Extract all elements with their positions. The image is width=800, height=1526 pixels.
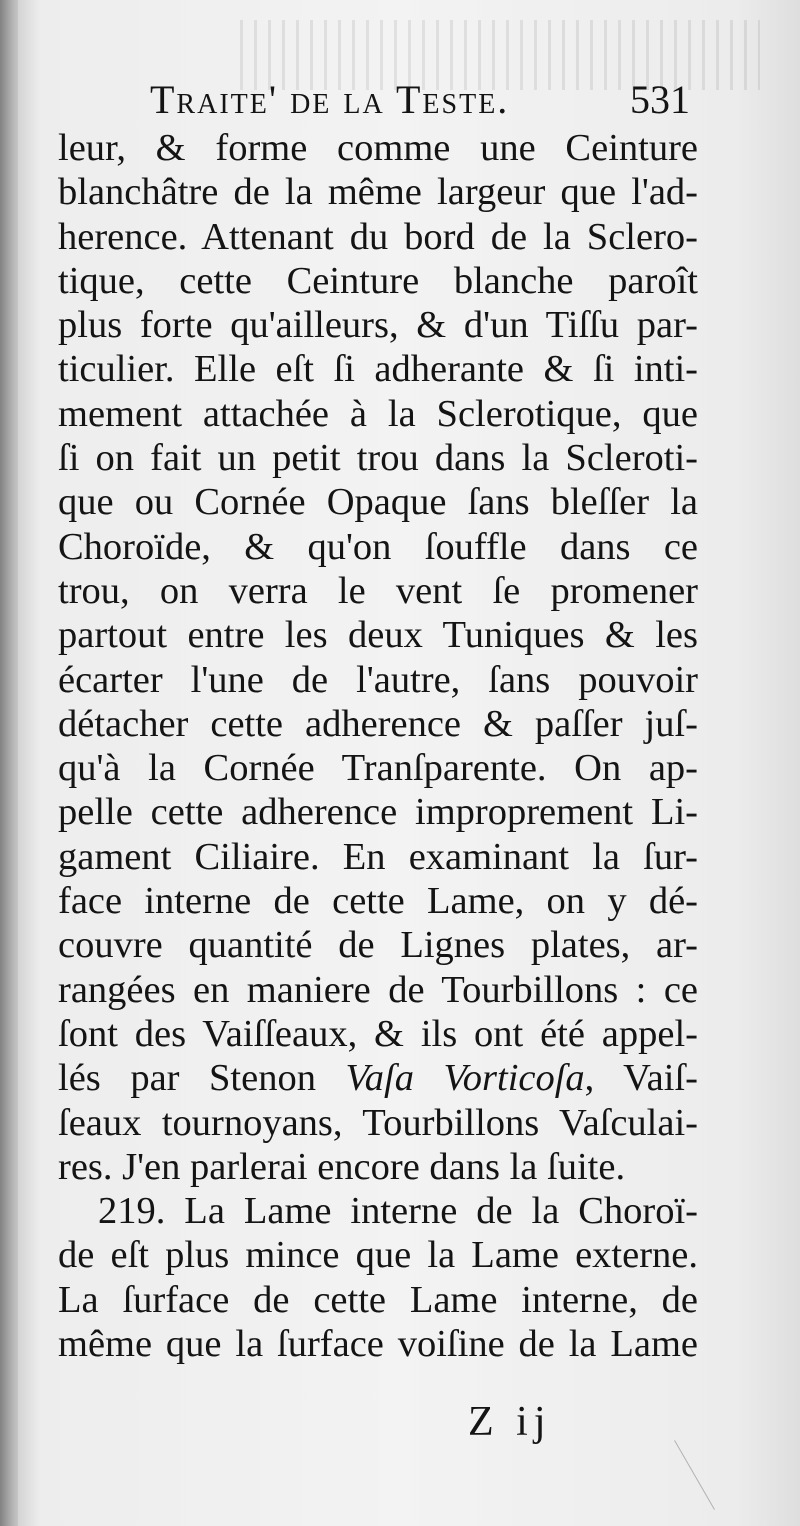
- latin-term: Vaſa Vorticoſa: [345, 1057, 585, 1100]
- text-line: même que la ſurface voiſine de la Lame: [58, 1323, 698, 1366]
- page-number: 531: [630, 77, 690, 122]
- text-line: ticulier. Elle eſt ſi adherante & ſi inti-: [58, 348, 698, 391]
- page-gutter-shadow: [0, 0, 18, 1526]
- text-line: mement attachée à la Sclerotique, que: [58, 392, 698, 435]
- text-line: plus forte qu'ailleurs, & d'un Tiſſu par-: [58, 304, 698, 347]
- text-line: ſont des Vaiſſeaux, & ils ont été appel-: [58, 1012, 698, 1055]
- text-line: partout entre les deux Tuniques & les: [58, 614, 698, 657]
- text-fragment: , Vaiſ-: [584, 1057, 698, 1100]
- text-line: leur, & forme comme une Ceinture: [58, 127, 698, 169]
- body-text: [58, 126, 698, 1366]
- text-line: rangées en maniere de Tourbillons : ce: [58, 968, 698, 1011]
- text-line: ſi on fait un petit trou dans la Scleroti-: [58, 437, 698, 480]
- text-line: couvre quantité de Lignes plates, ar-: [58, 924, 698, 967]
- text-line: La ſurface de cette Lame interne, de: [58, 1278, 698, 1321]
- text-line: pelle cette adherence improprement Li-: [58, 791, 698, 834]
- paper-crease: [674, 1410, 767, 1510]
- text-line: face interne de cette Lame, on y dé-: [58, 880, 698, 923]
- text-line: gament Ciliaire. En examinant la ſur-: [58, 835, 698, 878]
- text-line: ſeaux tournoyans, Tourbillons Vaſculai-: [58, 1101, 698, 1144]
- text-line: détacher cette adherence & paſſer juſ-: [58, 702, 698, 745]
- text-line: trou, on verra le vent ſe promener: [58, 569, 698, 612]
- paragraph-start-line: 219. La Lame interne de la Choroï-: [98, 1190, 698, 1233]
- text-line: tique, cette Ceinture blanche paroît: [58, 259, 698, 302]
- text-line-with-italic: [58, 1056, 698, 1100]
- text-fragment: lés par Stenon: [58, 1057, 346, 1100]
- text-line: écarter l'une de l'autre, ſans pouvoir: [58, 658, 698, 701]
- running-head-title: Traite' de la Teste.: [150, 77, 510, 122]
- text-line: herence. Attenant du bord de la Sclero-: [58, 215, 698, 258]
- text-line: de eſt plus mince que la Lame externe.: [58, 1234, 698, 1277]
- signature-mark: Z ij: [468, 1399, 552, 1445]
- text-line: res. J'en parlerai encore dans la ſuite.: [58, 1145, 626, 1188]
- text-line: que ou Cornée Opaque ſans bleſſer la: [58, 481, 698, 524]
- running-head: [150, 70, 690, 126]
- text-line: blanchâtre de la même largeur que l'ad-: [58, 171, 698, 214]
- text-line: Choroïde, & qu'on ſouffle dans ce: [58, 525, 698, 568]
- text-line: qu'à la Cornée Tranſparente. On ap-: [58, 747, 698, 790]
